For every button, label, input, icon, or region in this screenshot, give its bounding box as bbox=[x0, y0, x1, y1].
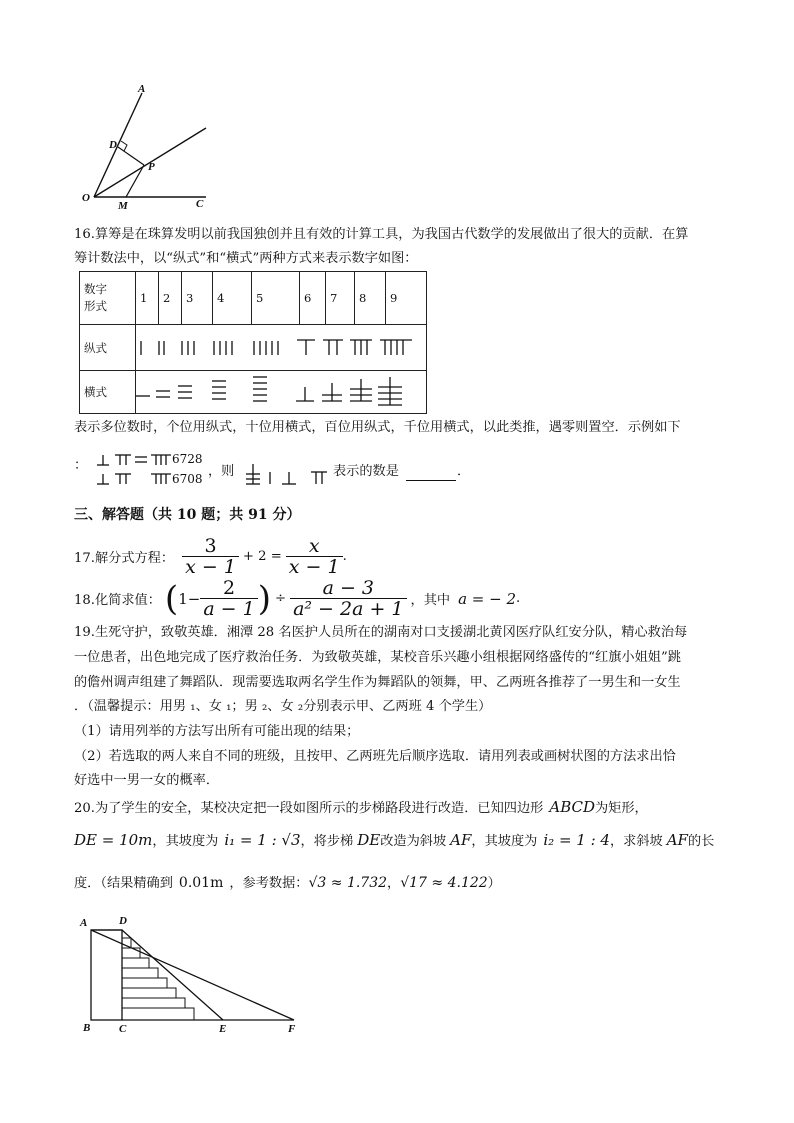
q19-sub2b: 好选中一男一女的概率． bbox=[74, 773, 220, 788]
q18-cond: ，其中 bbox=[410, 593, 451, 608]
label-C: C bbox=[196, 198, 204, 210]
q19-sub2a: （2）若选取的两人来自不同的班级，且按甲、乙两班先后顺序选取．请用列表或画树状图的方法求出恰 bbox=[74, 749, 676, 764]
q17-num2: x bbox=[286, 536, 343, 557]
q20-text1: 20.为了学生的安全，某校决定把一段如图所示的步梯路段进行改造．已知四边形 bbox=[74, 801, 544, 816]
q18-num1: 2 bbox=[200, 578, 257, 599]
digit-9: 9 bbox=[386, 272, 427, 325]
digit-5: 5 bbox=[252, 272, 300, 325]
q20-precision: 0.01m bbox=[178, 875, 224, 891]
q20-text3b: ，参考数据： bbox=[229, 876, 309, 891]
q20-text2e: ，求斜坡 bbox=[609, 834, 663, 849]
q20-line3 bbox=[74, 870, 501, 897]
q20-text2d: ，其坡度为 bbox=[471, 834, 538, 849]
vertical-rods-row bbox=[134, 325, 474, 371]
q17 bbox=[74, 536, 347, 577]
q17-label: 17.解分式方程： bbox=[74, 551, 175, 566]
stairs-slope-figure bbox=[76, 912, 316, 1042]
q18-label: 18.化简求值： bbox=[74, 593, 161, 608]
q16-line2: 筹计数法中，以“纵式”和“横式”两种方式来表示数字如图： bbox=[74, 251, 418, 266]
q18 bbox=[74, 578, 520, 619]
fig2-label-F: F bbox=[288, 1023, 296, 1035]
q18-close-paren: ) bbox=[257, 578, 271, 619]
digit-6: 6 bbox=[300, 272, 326, 325]
then-text: ，则 bbox=[208, 464, 235, 479]
label-P: P bbox=[148, 161, 155, 173]
section-title: 三、解答题（共 10 题；共 91 分） bbox=[74, 507, 301, 523]
q20-text2f: 的长 bbox=[687, 834, 715, 849]
q20-line1 bbox=[74, 794, 648, 822]
q18-value: a = − 2 bbox=[458, 589, 517, 608]
q19-line2: 一位患者，出色地完成了医疗救治任务．为致敬英雄，某校音乐兴趣小组根据网络盛传的“红旗小姐姐”跳 bbox=[74, 650, 681, 665]
answer-text: 表示的数是 bbox=[333, 464, 399, 479]
q20-ref1: √3 ≈ 1.732 bbox=[308, 875, 388, 891]
q20-i1: i₁ = 1 : √3 bbox=[224, 831, 301, 849]
example-prefix: ： bbox=[74, 458, 88, 473]
q17-den2: x − 1 bbox=[288, 556, 340, 578]
label-M: M bbox=[118, 200, 128, 212]
q18-den2: a² − 2a + 1 bbox=[293, 598, 404, 620]
q20-text1b: 为矩形， bbox=[595, 801, 648, 816]
fig2-label-A: A bbox=[80, 917, 88, 929]
q20-text3a: 度．（结果精确到 bbox=[74, 876, 173, 891]
q19-line4: ．（温馨提示：用男 ₁、女 ₁；男 ₂、女 ₂分别表示甲、乙两班 4 个学生） bbox=[74, 699, 492, 714]
fig2-label-E: E bbox=[219, 1023, 227, 1035]
digit-3: 3 bbox=[182, 272, 213, 325]
q19-sub1: （1）请用列举的方法写出所有可能出现的结果； bbox=[74, 724, 360, 739]
q18-frac2 bbox=[290, 578, 406, 619]
q16-line3: 表示多位数时，个位用纵式，十位用横式，百位用纵式，千位用横式，以此类推，遇零则置空．示例如下 bbox=[74, 420, 681, 435]
q20-text2b: ，将步梯 bbox=[300, 834, 354, 849]
q16-line1: 16.算筹是在珠算发明以前我国独创并且有效的计算工具，为我国古代数学的发展做出了很大的贡献．在算 bbox=[74, 227, 689, 242]
q20-de-eq: DE = 10m bbox=[74, 831, 153, 849]
q19-line3: 的儋州调声组建了舞蹈队．现需要选取两名学生作为舞蹈队的领舞，甲、乙两班各推荐了一男生和一女生 bbox=[74, 675, 681, 690]
label-D: D bbox=[109, 139, 117, 151]
answer-blank[interactable] bbox=[406, 466, 456, 481]
q18-end: . bbox=[516, 591, 521, 606]
q17-end: . bbox=[342, 549, 347, 564]
digit-2: 2 bbox=[159, 272, 182, 325]
q18-one-minus: 1− bbox=[178, 589, 201, 608]
example-rods bbox=[95, 451, 175, 487]
digit-8: 8 bbox=[355, 272, 386, 325]
q20-ref2: √17 ≈ 4.122 bbox=[400, 875, 488, 891]
horizontal-rods-row bbox=[134, 371, 474, 415]
q20-de: DE bbox=[357, 831, 381, 849]
q17-den1: x − 1 bbox=[185, 556, 236, 578]
q17-plus: + 2 = bbox=[242, 549, 282, 564]
q20-close: ） bbox=[487, 876, 501, 891]
q20-text2c: 改造为斜坡 bbox=[380, 834, 447, 849]
q20-af: AF bbox=[450, 831, 472, 849]
q20-text2a: ，其坡度为 bbox=[152, 834, 219, 849]
fig2-label-C: C bbox=[119, 1023, 127, 1035]
q19-line1: 19.生死守护，致敬英雄．湘潭 28 名医护人员所在的湖南对口支援湖北黄冈医疗队红安分队，精心救治每 bbox=[74, 625, 688, 640]
q17-frac1 bbox=[182, 536, 239, 577]
fig2-label-B: B bbox=[83, 1022, 91, 1034]
fig2-label-D: D bbox=[119, 915, 127, 927]
q20-line2 bbox=[74, 827, 714, 855]
example-6728: 6728 bbox=[172, 452, 203, 466]
digit-4: 4 bbox=[213, 272, 252, 325]
q20-abcd: ABCD bbox=[549, 798, 595, 816]
q17-frac2 bbox=[286, 536, 343, 577]
answer-period: ． bbox=[457, 464, 471, 479]
digit-1: 1 bbox=[136, 272, 159, 325]
q20-af2: AF bbox=[666, 831, 688, 849]
row-label-horizontal: 横式 bbox=[80, 371, 136, 414]
q20-i2: i₂ = 1 : 4 bbox=[543, 831, 610, 849]
q20-comma: ， bbox=[387, 876, 401, 891]
question-rods bbox=[244, 458, 334, 488]
header-line2: 形式 bbox=[84, 299, 107, 313]
q18-den1: a − 1 bbox=[203, 598, 255, 620]
q18-frac1 bbox=[200, 578, 257, 619]
header-line1: 数字 bbox=[84, 282, 107, 296]
label-O: O bbox=[82, 192, 90, 204]
table-header-label bbox=[80, 272, 136, 325]
digit-7: 7 bbox=[326, 272, 355, 325]
q17-num1: 3 bbox=[182, 536, 239, 557]
label-A: A bbox=[138, 83, 146, 95]
q18-div: ÷ bbox=[275, 591, 287, 606]
example-6708: 6708 bbox=[172, 472, 203, 486]
row-label-vertical: 纵式 bbox=[80, 325, 136, 371]
q18-open-paren: ( bbox=[164, 578, 179, 619]
q18-num2: a − 3 bbox=[290, 578, 406, 599]
